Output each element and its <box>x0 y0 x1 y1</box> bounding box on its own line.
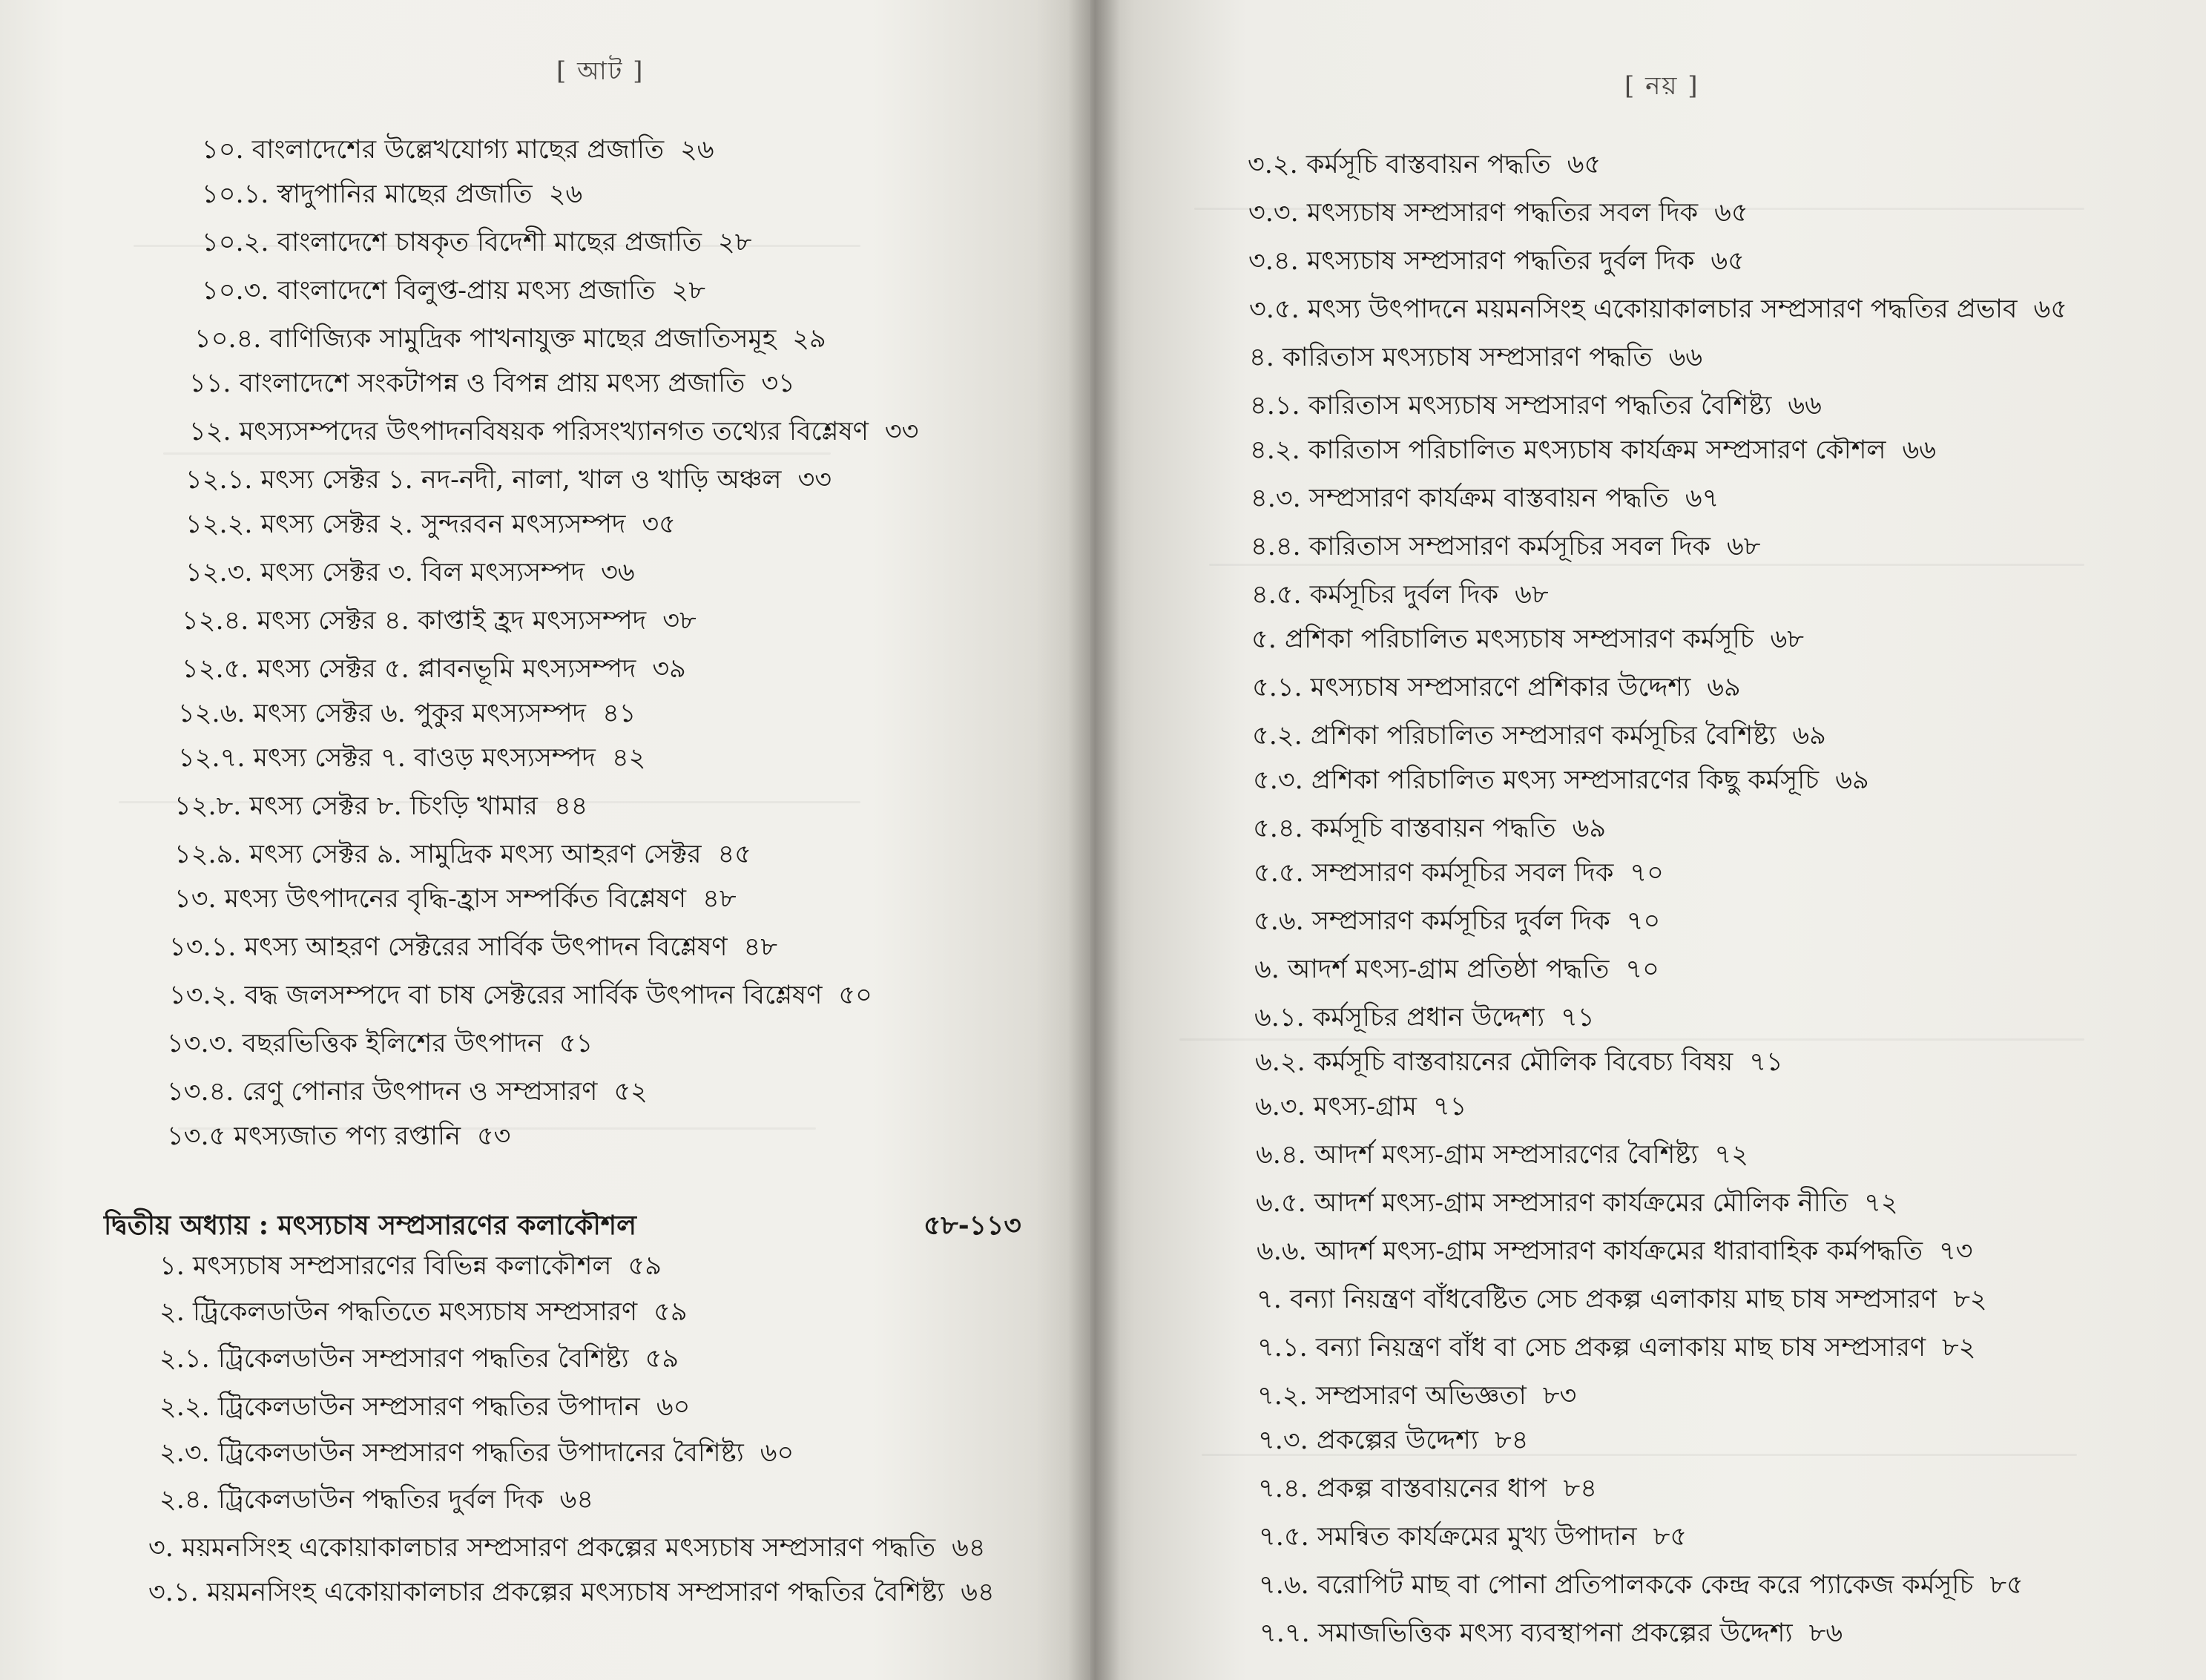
toc-entry-title: ১০.২. বাংলাদেশে চাষকৃত বিদেশী মাছের প্রজাতি <box>202 228 702 257</box>
toc-entry <box>185 467 832 493</box>
toc-entry <box>1254 957 1659 983</box>
page-number: [ আট ] <box>556 56 645 86</box>
toc-entry-page: ২৯ <box>792 324 826 354</box>
toc-entry <box>1254 906 1661 936</box>
toc-entry <box>194 326 826 352</box>
toc-entry-title: ৬.৫. আদর্শ মৎস্য-গ্রাম সম্প্রসারণ কার্যক্রমের মৌলিক নীতি <box>1256 1188 1848 1218</box>
toc-entry-page: ৬৪ <box>961 1578 995 1607</box>
toc-entry-title: ১০. বাংলাদেশের উল্লেখযোগ্য মাছের প্রজাতি <box>202 135 665 165</box>
toc-entry <box>189 419 918 445</box>
toc-entry <box>185 560 635 586</box>
toc-entry <box>174 791 588 821</box>
toc-entry-page: ৪৮ <box>743 932 777 962</box>
toc-entry-page: ৭২ <box>1864 1188 1898 1218</box>
toc-entry-page: ৬৫ <box>1711 246 1745 276</box>
left-page <box>0 0 1090 1680</box>
toc-entry-title: ৫.৪. কর্মসূচি বাস্তবায়ন পদ্ধতি <box>1253 814 1556 843</box>
toc-entry-page: ৩১ <box>761 369 795 398</box>
toc-entry-title: ১২.৯. মৎস্য সেক্টর ৯. সামুদ্রিক মৎস্য আহরণ সেক্টর <box>174 840 702 869</box>
toc-entry-page: ৬৯ <box>1792 721 1826 751</box>
toc-entry-title: ১২.৭. মৎস্য সেক্টর ৭. বাওড় মৎস্যসম্পদ <box>178 743 596 773</box>
toc-entry-page: ৬০ <box>656 1392 691 1422</box>
toc-entry-title: ৪.৪. কারিতাস সম্প্রসারণ কর্মসূচির সবল দিক <box>1251 532 1711 561</box>
toc-entry <box>1250 393 1822 419</box>
toc-entry-title: ৪. কারিতাস মৎস্যচাষ সম্প্রসারণ পদ্ধতি <box>1249 343 1653 372</box>
toc-entry-page: ৫২ <box>613 1077 648 1107</box>
toc-entry-title: ৭. বন্যা নিয়ন্ত্রণ বাঁধবেষ্টিত সেচ প্রকল্প এলাকায় মাছ চাষ সম্প্রসারণ <box>1257 1285 1937 1314</box>
toc-entry-page: ৮৬ <box>1808 1618 1843 1648</box>
toc-entry <box>1257 1287 1987 1313</box>
toc-entry <box>148 1535 986 1561</box>
toc-entry-page: ৩৩ <box>884 417 919 447</box>
toc-entry-page: ৪২ <box>611 743 646 773</box>
toc-entry-page: ২৮ <box>717 228 752 257</box>
toc-entry-title: ১৩.৪. রেণু পোনার উৎপাদন ও সম্প্রসারণ <box>167 1077 598 1107</box>
toc-entry-page: ৬৯ <box>1835 765 1869 795</box>
toc-entry-page: ৪১ <box>602 699 636 728</box>
toc-entry-title: ১২.১. মৎস্য সেক্টর ১. নদ-নদী, নালা, খাল ও খাড়ি অঞ্চল <box>185 465 782 495</box>
toc-entry-page: ৪৪ <box>553 791 588 821</box>
toc-entry-title: ১২.৬. মৎস্য সেক্টর ৬. পুকুর মৎস্যসম্পদ <box>178 699 587 728</box>
toc-entry-page: ৫৯ <box>628 1251 662 1281</box>
toc-entry-page: ৮২ <box>1942 1333 1976 1363</box>
toc-entry-title: ১৩.১. মৎস্য আহরণ সেক্টরের সার্বিক উৎপাদন বিশ্লেষণ <box>169 932 728 962</box>
toc-entry <box>1255 1047 1783 1077</box>
toc-entry-page: ৮২ <box>1953 1285 1987 1314</box>
toc-entry-page: ৬৫ <box>1567 150 1601 179</box>
toc-entry-title: ৬.৪. আদর্শ মৎস্য-গ্রাম সম্প্রসারণের বৈশিষ্ট্য <box>1256 1140 1699 1170</box>
toc-entry <box>185 512 676 538</box>
toc-entry <box>1256 1190 1898 1216</box>
toc-entry <box>189 371 795 397</box>
toc-entry-page: ৬৫ <box>1714 198 1748 228</box>
toc-entry <box>159 1394 690 1420</box>
toc-entry-title: ৭.৬. বরোপিট মাছ বা পোনা প্রতিপালককে কেন্দ্র করে প্যাকেজ কর্মসূচি <box>1259 1570 1974 1600</box>
toc-entry-title: ২.১. ট্রিকেলডাউন সম্প্রসারণ পদ্ধতির বৈশিষ্ট্য <box>159 1344 629 1374</box>
toc-entry-page: ৩৮ <box>662 606 697 636</box>
toc-entry <box>159 1440 794 1466</box>
toc-entry-page: ৬৯ <box>1707 673 1741 702</box>
toc-entry-title: ৬.৬. আদর্শ মৎস্য-গ্রাম সম্প্রসারণ কার্যক্রমের ধারাবাহিক কর্মপদ্ধতি <box>1257 1236 1923 1266</box>
toc-entry <box>1251 534 1760 560</box>
toc-entry-title: ১৩.৩. বছরভিত্তিক ইলিশের উৎপাদন <box>167 1029 543 1058</box>
toc-entry <box>182 608 697 634</box>
toc-entry <box>1248 200 1748 226</box>
book-gutter <box>1068 0 1120 1680</box>
toc-entry <box>159 1299 688 1325</box>
toc-entry-page: ৬৬ <box>1668 343 1703 372</box>
toc-entry-page: ৫১ <box>559 1029 593 1058</box>
toc-entry-title: ২.৪. ট্রিকেলডাউন পদ্ধতির দুর্বল দিক <box>159 1485 544 1515</box>
toc-entry-title: ৫.৫. সম্প্রসারণ কর্মসূচির সবল দিক <box>1254 858 1614 888</box>
toc-entry-page: ৬৬ <box>1902 435 1937 465</box>
toc-entry <box>1254 860 1664 886</box>
toc-entry-page: ৪৫ <box>717 840 751 869</box>
page-number: [ নয় ] <box>1624 71 1699 101</box>
toc-entry <box>1256 1142 1748 1168</box>
toc-entry-title: ১০.১. স্বাদুপানির মাছের প্রজাতি <box>202 179 533 209</box>
toc-entry-page: ৭০ <box>1625 955 1659 984</box>
toc-entry <box>167 1079 648 1105</box>
toc-entry-title: ১৩.২. বদ্ধ জলসম্পদে বা চাষ সেক্টরের সার্বিক উৎপাদন বিশ্লেষণ <box>169 981 823 1010</box>
toc-entry-title: ৩.২. কর্মসূচি বাস্তবায়ন পদ্ধতি <box>1248 150 1551 179</box>
toc-entry <box>169 983 872 1009</box>
toc-entry-page: ৫০ <box>838 981 872 1010</box>
toc-entry <box>1253 816 1606 842</box>
toc-entry-page: ৮৫ <box>1989 1570 2024 1600</box>
toc-entry <box>1257 1383 1576 1409</box>
toc-entry-page: ৬০ <box>760 1438 794 1468</box>
toc-entry-page: ৬৮ <box>1726 532 1761 561</box>
toc-entry <box>167 1031 593 1057</box>
toc-entry-page: ৬৮ <box>1770 625 1804 654</box>
toc-entry <box>159 1251 662 1281</box>
chapter-page-range: ৫৮-১১৩ <box>923 1210 1021 1241</box>
toc-entry-title: ৫.৬. সম্প্রসারণ কর্মসূচির দুর্বল দিক <box>1254 906 1610 936</box>
toc-entry <box>174 886 737 912</box>
toc-entry-title: ৪.২. কারিতাস পরিচালিত মৎস্যচাষ কার্যক্রম সম্প্রসারণ কৌশল <box>1250 435 1886 465</box>
toc-entry-page: ৬৮ <box>1515 580 1549 610</box>
toc-entry-page: ২৬ <box>548 179 583 209</box>
toc-entry <box>148 1580 995 1606</box>
toc-entry-title: ১২.৮. মৎস্য সেক্টর ৮. চিংড়ি খামার <box>174 791 538 821</box>
toc-entry-title: ১৩. মৎস্য উৎপাদনের বৃদ্ধি-হ্রাস সম্পর্কিত বিশ্লেষণ <box>174 884 687 914</box>
toc-entry-page: ৫৯ <box>653 1297 688 1327</box>
toc-entry <box>1250 435 1937 465</box>
toc-entry-title: ৭.২. সম্প্রসারণ অভিজ্ঞতা <box>1257 1381 1527 1411</box>
toc-entry-page: ২৬ <box>680 135 714 165</box>
chapter-title: দ্বিতীয় অধ্যায় : মৎস্যচাষ সম্প্রসারণের কলাকৌশল <box>104 1210 636 1241</box>
toc-entry <box>1249 345 1702 371</box>
toc-entry-page: ৬৪ <box>952 1533 986 1563</box>
toc-entry <box>178 701 636 727</box>
toc-entry <box>1255 1094 1466 1120</box>
toc-entry-title: ৪.৩. সম্প্রসারণ কার্যক্রম বাস্তবায়ন পদ্ধতি <box>1251 484 1669 513</box>
toc-entry <box>1260 1618 1843 1648</box>
toc-entry-page: ৬৪ <box>559 1485 594 1515</box>
toc-entry-title: ৭.৪. প্রকল্প বাস্তবায়নের ধাপ <box>1258 1474 1547 1503</box>
toc-entry-title: ১২. মৎস্যসম্পদের উৎপাদনবিষয়ক পরিসংখ্যানগত তথ্যের বিশ্লেষণ <box>189 417 869 447</box>
toc-entry-title: ১৩.৫ মৎস্যজাত পণ্য রপ্তানি <box>167 1121 461 1151</box>
toc-entry <box>1259 1572 2024 1598</box>
toc-entry <box>169 932 777 962</box>
toc-entry <box>1258 1428 1528 1454</box>
toc-entry-title: ১০.৪. বাণিজ্যিক সামুদ্রিক পাখনাযুক্ত মাছের প্রজাতিসমূহ <box>194 324 777 354</box>
toc-entry-page: ৭২ <box>1714 1140 1748 1170</box>
toc-entry <box>159 1346 679 1372</box>
toc-entry-title: ৬. আদর্শ মৎস্য-গ্রাম প্রতিষ্ঠা পদ্ধতি <box>1254 955 1610 984</box>
toc-entry-title: ৪.৫. কর্মসূচির দুর্বল দিক <box>1251 580 1499 610</box>
toc-entry-page: ৮৪ <box>1563 1474 1597 1503</box>
toc-entry-page: ৭১ <box>1432 1092 1467 1121</box>
toc-entry-title: ১০.৩. বাংলাদেশে বিলুপ্ত-প্রায় মৎস্য প্রজাতি <box>202 276 656 306</box>
toc-entry-page: ৭০ <box>1626 906 1661 936</box>
toc-entry-page: ৬৭ <box>1685 484 1719 513</box>
toc-entry <box>1258 1476 1597 1502</box>
toc-entry <box>1248 248 1745 274</box>
toc-entry <box>1251 627 1804 653</box>
toc-entry-title: ১২.৪. মৎস্য সেক্টর ৪. কাপ্তাই হ্রদ মৎস্যসম্পদ <box>182 606 647 636</box>
toc-entry-page: ২৮ <box>671 276 705 306</box>
toc-entry <box>1252 675 1741 701</box>
toc-entry-title: ৭.১. বন্যা নিয়ন্ত্রণ বাঁধ বা সেচ প্রকল্প এলাকায় মাছ চাষ সম্প্রসারণ <box>1257 1333 1926 1363</box>
toc-entry <box>1251 582 1549 608</box>
toc-entry-title: ৬.২. কর্মসূচি বাস্তবায়নের মৌলিক বিবেচ্য বিষয় <box>1255 1047 1733 1077</box>
toc-entry <box>202 137 714 163</box>
toc-entry <box>202 230 751 256</box>
toc-entry-title: ৬.৩. মৎস্য-গ্রাম <box>1255 1092 1417 1121</box>
toc-entry-title: ১১. বাংলাদেশে সংকটাপন্ন ও বিপন্ন প্রায় মৎস্য প্রজাতি <box>189 369 745 398</box>
toc-entry-title: ৩.৫. মৎস্য উৎপাদনে ময়মনসিংহ একোয়াকালচার সম্প্রসারণ পদ্ধতির প্রভাব <box>1249 294 2018 324</box>
toc-entry-page: ৪৮ <box>702 884 737 914</box>
toc-entry-page: ৮৩ <box>1542 1381 1577 1411</box>
toc-entry-title: ১২.৫. মৎস্য সেক্টর ৫. প্লাবনভূমি মৎস্যসম্পদ <box>182 654 636 684</box>
toc-entry-page: ৭০ <box>1630 858 1664 888</box>
toc-entry <box>1257 1335 1975 1361</box>
toc-entry <box>1253 765 1869 795</box>
toc-entry-title: ৭.৭. সমাজভিত্তিক মৎস্য ব্যবস্থাপনা প্রকল্পের উদ্দেশ্য <box>1260 1618 1793 1648</box>
toc-entry <box>1257 1236 1973 1266</box>
toc-entry-title: ৭.৫. সমন্বিত কার্যক্রমের মুখ্য উপাদান <box>1259 1522 1637 1552</box>
chapter-heading <box>104 1205 1024 1250</box>
toc-entry-page: ৩৫ <box>642 510 676 539</box>
toc-entry <box>167 1121 511 1151</box>
toc-entry-title: ১২.৩. মৎস্য সেক্টর ৩. বিল মৎস্যসম্পদ <box>185 558 585 587</box>
toc-entry <box>1248 152 1601 178</box>
toc-entry-title: ২.৩. ট্রিকেলডাউন সম্প্রসারণ পদ্ধতির উপাদানের বৈশিষ্ট্য <box>159 1438 744 1468</box>
toc-entry-title: ১. মৎস্যচাষ সম্প্রসারণের বিভিন্ন কলাকৌশল <box>159 1251 612 1281</box>
toc-entry-title: ৩.৪. মৎস্যচাষ সম্প্রসারণ পদ্ধতির দুর্বল দিক <box>1248 246 1695 276</box>
toc-entry-page: ৬৬ <box>1788 391 1822 421</box>
toc-entry-page: ৭১ <box>1749 1047 1783 1077</box>
toc-entry-page: ৮৪ <box>1495 1426 1529 1455</box>
toc-entry <box>1251 486 1719 512</box>
toc-entry-title: ১২.২. মৎস্য সেক্টর ২. সুন্দরবন মৎস্যসম্পদ <box>185 510 626 539</box>
toc-entry-page: ৬৫ <box>2033 294 2067 324</box>
toc-entry-title: ২. ট্রিকেলডাউন পদ্ধতিতে মৎস্যচাষ সম্প্রসারণ <box>159 1297 638 1327</box>
toc-entry-page: ৫৯ <box>645 1344 679 1374</box>
toc-entry-title: ৩. ময়মনসিংহ একোয়াকালচার সম্প্রসারণ প্রকল্পের মৎস্যচাষ সম্প্রসারণ পদ্ধতি <box>148 1533 936 1563</box>
toc-entry <box>182 656 686 682</box>
toc-entry-page: ৭১ <box>1561 1003 1595 1032</box>
toc-entry <box>1249 294 2067 324</box>
toc-entry-title: ৬.১. কর্মসূচির প্রধান উদ্দেশ্য <box>1254 1003 1545 1032</box>
toc-entry <box>1254 1005 1595 1031</box>
toc-entry-page: ৭৩ <box>1939 1236 1973 1266</box>
toc-entry-page: ৩৬ <box>601 558 635 587</box>
toc-entry-title: ৭.৩. প্রকল্পের উদ্দেশ্য <box>1258 1426 1479 1455</box>
toc-entry-title: ৫. প্রশিকা পরিচালিত মৎস্যচাষ সম্প্রসারণ কর্মসূচি <box>1251 625 1754 654</box>
toc-entry-title: ৩.১. ময়মনসিংহ একোয়াকালচার প্রকল্পের মৎস্যচাষ সম্প্রসারণ পদ্ধতির বৈশিষ্ট্য <box>148 1578 945 1607</box>
toc-entry <box>202 179 583 209</box>
toc-entry-title: ২.২. ট্রিকেলডাউন সম্প্রসারণ পদ্ধতির উপাদান <box>159 1392 640 1422</box>
toc-entry-page: ৩৩ <box>797 465 832 495</box>
toc-entry-page: ৮৫ <box>1653 1522 1688 1552</box>
toc-entry-title: ৫.১. মৎস্যচাষ সম্প্রসারণে প্রশিকার উদ্দেশ্য <box>1252 673 1691 702</box>
toc-entry-title: ৪.১. কারিতাস মৎস্যচাষ সম্প্রসারণ পদ্ধতির বৈশিষ্ট্য <box>1250 391 1772 421</box>
toc-entry <box>159 1487 593 1513</box>
toc-entry <box>1259 1524 1687 1550</box>
toc-entry-title: ৫.২. প্রশিকা পরিচালিত সম্প্রসারণ কর্মসূচির বৈশিষ্ট্য <box>1252 721 1777 751</box>
toc-entry-title: ৩.৩. মৎস্যচাষ সম্প্রসারণ পদ্ধতির সবল দিক <box>1248 198 1699 228</box>
right-page <box>1090 0 2206 1680</box>
toc-entry-page: ৫৩ <box>476 1121 511 1151</box>
toc-entry-page: ৬৯ <box>1572 814 1607 843</box>
toc-entry <box>1252 723 1826 749</box>
toc-entry-page: ৩৯ <box>652 654 686 684</box>
toc-entry <box>174 842 751 868</box>
toc-entry <box>202 278 705 304</box>
toc-entry <box>178 745 645 771</box>
toc-entry-title: ৫.৩. প্রশিকা পরিচালিত মৎস্য সম্প্রসারণের কিছু কর্মসূচি <box>1253 765 1820 795</box>
